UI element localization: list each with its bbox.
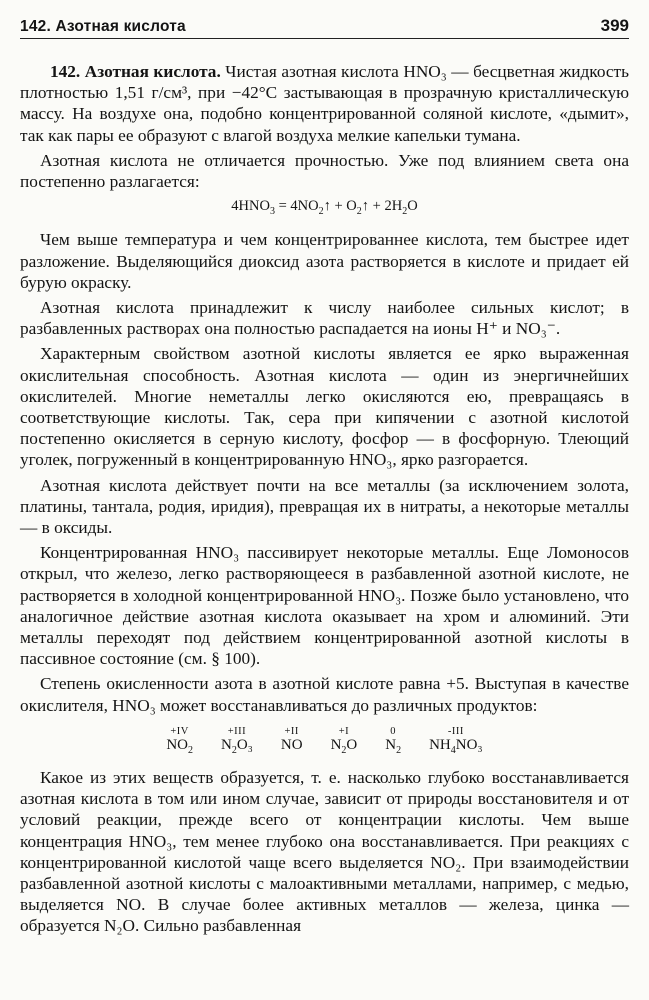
paragraph: Какое из этих веществ образуется, т. е. насколько глубоко восстанавливается азотная кислота в том или ином случае, зависит от природы восстановителя и от условий реакции, прежде всего от концентрации кислоты. Чем выше концентрация HNO₃, тем менее глубоко она восстанавливается. При реакциях с концентрированной кислотой чаще всего выделяется NO₂. При взаимодействии разбавленной азотной кислоты с малоактивными металлами, например, с медью, выделяется NO. В случае более активных металлов — железа, цинка — образуется N₂O. Сильно разбавленная bbox=[20, 767, 629, 936]
oxidation-state: 0 bbox=[390, 725, 397, 737]
paragraph: Характерным свойством азотной кислоты является ее ярко выраженная окислительная способность. Азотная кислота — один из энергичнейших окислителей. Многие неметаллы легко окисляются ею, превращаясь в соответствующие кислоты. Так, сера при кипячении с азотной кислотой постепенно окисляется в серную кислоту, фосфор — в фосфорную. Тлеющий уголек, погруженный в концентрированную HNO₃, ярко разгорается. bbox=[20, 344, 629, 470]
product-formula: $N_2$ bbox=[385, 736, 402, 756]
paragraph: Концентрированная HNO₃ пассивирует некоторые металлы. Еще Ломоносов открыл, что железо, легко растворяющееся в разбавленной азотной кислоте, не растворяется в холодной концентрированной HNO₃. Позже было установлено, что аналогичное действие азотная кислота оказывает на хром и алюминий. Эти металлы переходят под действием концентрированной азотной кислоты в пассивное состояние (см. § 100). bbox=[20, 543, 629, 669]
product-item bbox=[220, 725, 253, 756]
paragraph: Азотная кислота действует почти на все металлы (за исключением золота, платины, тантала, родия, иридия), превращая их в нитраты, а некоторые металлы — в оксиды. bbox=[20, 475, 629, 538]
product-formula: $N_2O_3$ bbox=[220, 736, 253, 756]
product-item bbox=[281, 726, 303, 753]
paragraph: Азотная кислота не отличается прочностью. Уже под влиянием света она постепенно разлагается: bbox=[20, 150, 629, 192]
section-title: 142. Азотная кислота. bbox=[50, 62, 221, 81]
running-head: 142. Азотная кислота bbox=[20, 18, 186, 35]
product-item bbox=[330, 725, 358, 756]
page-body bbox=[20, 61, 629, 937]
product-formula: $NH_4NO_3$ bbox=[429, 736, 483, 756]
gas-arrow-icon: ↑ bbox=[361, 198, 370, 215]
decomposition-equation: $4HNO_3$ = $4NO_2↑$ + $O_2↑ + 2H_2O$ bbox=[231, 198, 418, 218]
product-formula: NO bbox=[280, 736, 303, 753]
product-item bbox=[429, 725, 483, 756]
product-formula: $N_2O$ bbox=[330, 736, 358, 756]
oxidation-state: -III bbox=[447, 725, 464, 737]
page-number: 399 bbox=[600, 16, 629, 35]
paragraph-intro bbox=[20, 61, 629, 146]
gas-arrow-icon: ↑ bbox=[323, 198, 331, 215]
paragraph: Степень окисленности азота в азотной кислоте равна +5. Выступая в качестве окислителя, HNO₃ может восстанавливаться до различных продуктов: bbox=[20, 674, 629, 715]
paragraph: Азотная кислота принадлежит к числу наиболее сильных кислот; в разбавленных растворах она полностью распадается на ионы H⁺ и NO₃⁻. bbox=[20, 298, 629, 339]
product-formula: $NO_2$ bbox=[166, 736, 193, 756]
page-header bbox=[20, 14, 629, 39]
oxidation-state: +II bbox=[284, 725, 299, 737]
product-item bbox=[385, 725, 402, 756]
reduction-products bbox=[20, 725, 629, 756]
intro-text: Чистая азотная кислота HNO₃ — бесцветная жидкость плотностью 1,51 г/см³, при −42°C застывающая в прозрачную кристаллическую массу. На воздухе она, подобно концентрированной соляной кислоте, «дымит», так как пары ее образуют с влагой воздуха мелкие капельки тумана. bbox=[20, 62, 629, 145]
oxidation-state: +IV bbox=[170, 725, 189, 737]
oxidation-state: +I bbox=[338, 725, 350, 737]
product-item bbox=[166, 725, 193, 756]
oxidation-state: +III bbox=[227, 725, 247, 737]
paragraph: Чем выше температура и чем концентрированнее кислота, тем быстрее идет разложение. Выделяющийся диоксид азота растворяется в кислоте и придает ей бурую окраску. bbox=[20, 230, 629, 292]
